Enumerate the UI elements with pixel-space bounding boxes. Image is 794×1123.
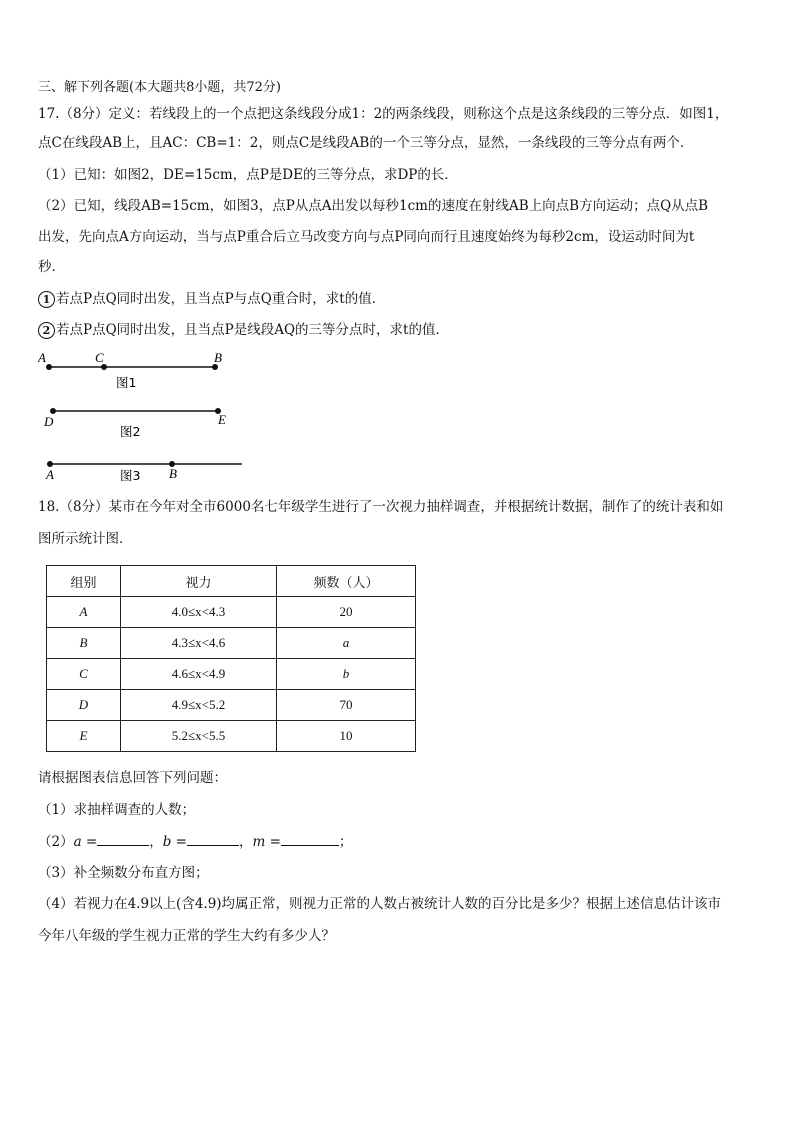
label-b-equals: b = — [162, 834, 187, 850]
cell-range: 4.3≤x<4.6 — [121, 628, 277, 659]
separator-2: ， — [239, 834, 253, 850]
fig2-caption: 图2 — [120, 424, 141, 439]
header-group: 组别 — [47, 566, 121, 597]
q18-line-1: 18.（8分）某市在今年对全市6000名七年级学生进行了一次视力抽样调查，并根据统计数据，制作了的统计表和如 — [38, 499, 724, 515]
part-2-end: ； — [338, 834, 353, 850]
q17-part-2-line-3: 秒． — [38, 259, 65, 275]
q18-part-2 — [38, 831, 756, 852]
label-b-fig1: B — [214, 350, 222, 365]
separator-1: ， — [149, 834, 163, 850]
cell-range: 4.9≤x<5.2 — [121, 690, 277, 721]
circled-number-1: 1 — [38, 291, 55, 308]
header-vision: 视力 — [121, 566, 277, 597]
label-c-fig1: C — [95, 350, 104, 365]
table-row — [47, 597, 416, 628]
cell-group: B — [47, 628, 121, 659]
table-header-row — [47, 566, 416, 597]
answer-blank-b[interactable] — [187, 831, 239, 846]
q18-prompt: 请根据图表信息回答下列问题： — [38, 770, 227, 786]
cell-count: a — [277, 628, 416, 659]
answer-blank-m[interactable] — [281, 831, 339, 846]
frequency-table — [46, 565, 416, 752]
label-e-fig2: E — [218, 412, 226, 427]
cell-group: D — [47, 690, 121, 721]
table-row — [47, 721, 416, 752]
table-row — [47, 690, 416, 721]
q17-sub-2-text: 若点P点Q同时出发，且当点P是线段AQ的三等分点时，求t的值． — [56, 322, 449, 338]
cell-group: A — [47, 597, 121, 628]
cell-range: 5.2≤x<5.5 — [121, 721, 277, 752]
cell-group: C — [47, 659, 121, 690]
table-row — [47, 659, 416, 690]
q18-part-4-line-2: 今年八年级的学生视力正常的学生大约有多少人？ — [38, 928, 335, 944]
cell-count: 10 — [277, 721, 416, 752]
q17-part-1: （1）已知：如图2，DE=15cm，点P是DE的三等分点，求DP的长． — [38, 167, 458, 183]
cell-range: 4.6≤x<4.9 — [121, 659, 277, 690]
cell-range: 4.0≤x<4.3 — [121, 597, 277, 628]
q18-part-2-prefix: （2） — [38, 834, 74, 850]
cell-group: E — [47, 721, 121, 752]
cell-count: 70 — [277, 690, 416, 721]
segment-diagrams — [38, 346, 248, 488]
circled-number-2: 2 — [38, 322, 55, 339]
cell-count: 20 — [277, 597, 416, 628]
q18-line-2: 图所示统计图． — [38, 531, 133, 547]
answer-blank-a[interactable] — [97, 831, 149, 846]
q17-figure — [38, 346, 248, 488]
q17-sub-1 — [38, 289, 756, 309]
header-frequency: 频数（人） — [277, 566, 416, 597]
label-a-fig3: A — [46, 467, 54, 482]
label-b-fig3: B — [169, 466, 177, 481]
label-m-equals: m = — [252, 834, 281, 850]
q18-part-4-line-1: （4）若视力在4.9以上(含4.9)均属正常，则视力正常的人数占被统计人数的百分比是多少？根据上述信息估计该市 — [38, 896, 722, 912]
fig1-caption: 图1 — [116, 375, 137, 390]
q17-part-2-line-2: 出发，先向点A方向运动，当与点P重合后立马改变方向与点P同向而行且速度始终为每秒2cm，设运动时间为t — [38, 229, 695, 245]
q17-line-2: 点C在线段AB上，且AC：CB=1：2，则点C是线段AB的一个三等分点，显然，一条线段的三等分点有两个． — [38, 135, 694, 151]
q17-line-1: 17.（8分）定义：若线段上的一个点把这条线段分成1：2的两条线段，则称这个点是这条线段的三等分点．如图1， — [38, 106, 729, 122]
label-d-fig2: D — [44, 414, 54, 429]
q17-part-2-line-1: （2）已知，线段AB=15cm，如图3，点P从点A出发以每秒1cm的速度在射线AB上向点B方向运动；点Q从点B — [38, 198, 709, 214]
point-a-fig1 — [46, 364, 52, 370]
q18-part-1: （1）求抽样调查的人数； — [38, 802, 196, 818]
table-row — [47, 628, 416, 659]
q18-part-3: （3）补全频数分布直方图； — [38, 865, 209, 881]
section-heading: 三、解下列各题(本大题共8小题，共72分) — [38, 80, 281, 95]
cell-count: b — [277, 659, 416, 690]
q17-sub-2 — [38, 320, 756, 340]
fig3-caption: 图3 — [120, 468, 141, 483]
q17-sub-1-text: 若点P点Q同时出发，且当点P与点Q重合时，求t的值． — [56, 291, 386, 307]
label-a-fig1: A — [38, 350, 46, 365]
label-a-equals: a = — [73, 834, 98, 850]
